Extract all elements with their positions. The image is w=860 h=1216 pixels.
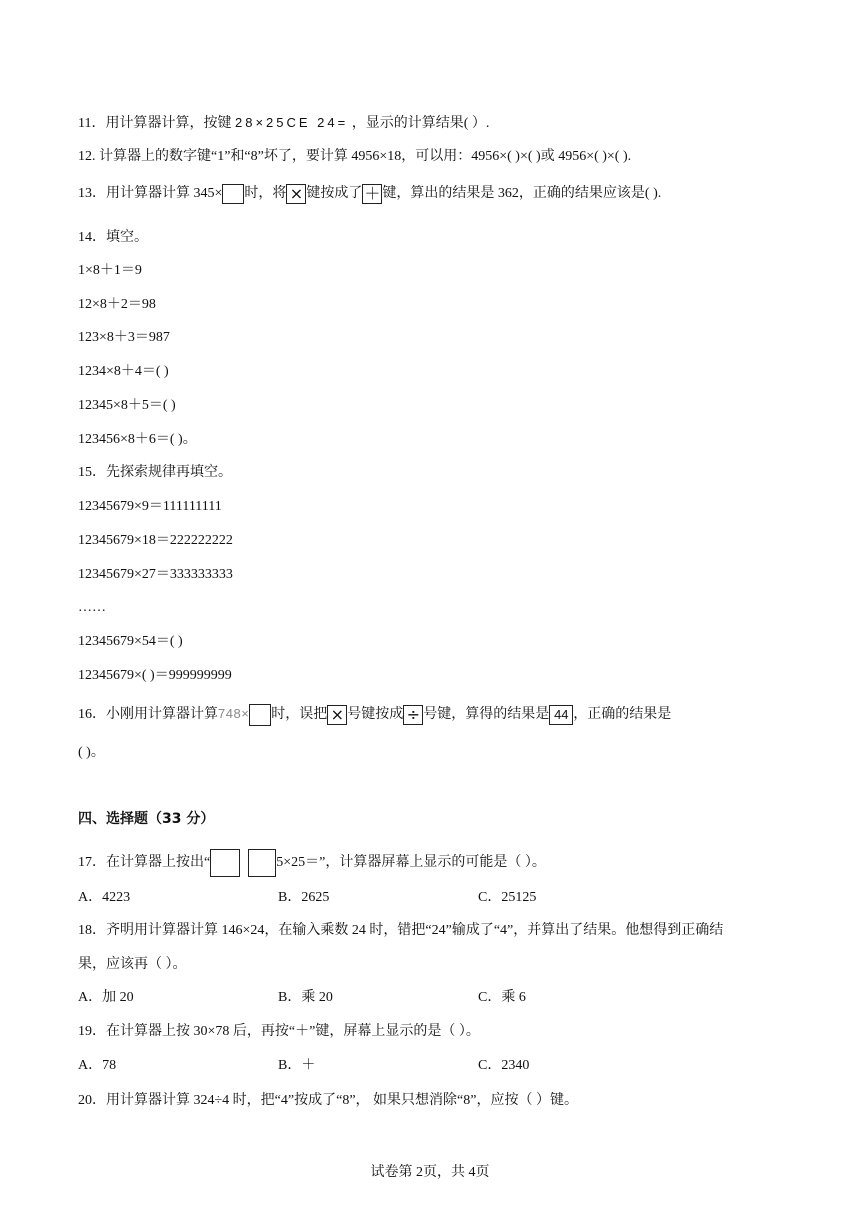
q16-text-b: 时，误把	[271, 707, 328, 723]
question-16	[78, 704, 671, 726]
q13-text-d: 键，算出的结果是 362，正确的结果应该是( ).	[382, 186, 662, 202]
q11-suffix: ，显示的计算结果( ）.	[351, 116, 490, 131]
q15-line: ……	[78, 600, 106, 615]
divide-key-icon: ÷	[403, 705, 423, 725]
q16-text-a: 16．小刚用计算器计算	[78, 707, 218, 723]
option-c: C．乘 6	[478, 990, 526, 1005]
q15-line: 12345679×18＝222222222	[78, 533, 233, 548]
q17-text-b: 5×25＝”，计算器屏幕上显示的可能是（ ）。	[276, 855, 546, 871]
q15-line: 12345679×9＝111111111	[78, 499, 222, 514]
plus-key-icon: ＋	[364, 184, 381, 203]
question-14-title: 14．填空。	[78, 230, 148, 245]
option-b: B．乘 20	[278, 990, 333, 1005]
q16-text-d: 号键，算得的结果是	[423, 707, 550, 723]
option-b: B．＋	[278, 1058, 316, 1073]
blank-box	[248, 849, 276, 877]
result-display-icon: 44	[549, 705, 573, 725]
multiply-key-icon: ×	[286, 184, 306, 204]
q13-text-a: 13．用计算器计算 345×	[78, 186, 223, 202]
blank-box	[222, 184, 244, 204]
question-20: 20．用计算器计算 324÷4 时，把“4”按成了“8”， 如果只想消除“8”，应按（ ）键。	[78, 1093, 578, 1108]
question-17	[78, 849, 546, 877]
q15-line: 12345679×27＝333333333	[78, 567, 233, 582]
q17-text-a: 17．在计算器上按出“	[78, 855, 211, 871]
q14-line: 1234×8＋4＝( )	[78, 364, 169, 379]
q14-line: 123456×8＋6＝( )。	[78, 432, 197, 447]
question-12: 12. 计算器上的数字键“1”和“8”坏了，要计算 4956×18，可以用：4956×( )×( )或 4956×( )×( ).	[78, 149, 632, 164]
q14-line: 12345×8＋5＝( )	[78, 398, 176, 413]
q13-text-b: 时，将	[244, 186, 287, 202]
q14-line: 123×8＋3＝987	[78, 330, 170, 345]
q11-key-sequence: 28×25CE 24=	[234, 115, 349, 130]
question-18: 18．齐明用计算器计算 146×24，在输入乘数 24 时，错把“24”输成了“4”，并算出了结果。他想得到正确结	[78, 923, 724, 938]
q11-prefix: 11．用计算器计算，按键	[78, 116, 232, 131]
q18-line2: 果，应该再（ ）。	[78, 957, 187, 972]
question-11	[78, 114, 489, 133]
q16-answer-line: ( )。	[78, 745, 105, 760]
option-a: A．加 20	[78, 990, 134, 1005]
multiply-key-icon: ×	[327, 705, 347, 725]
question-19: 19．在计算器上按 30×78 后，再按“＋”键，屏幕上显示的是（ ）。	[78, 1024, 480, 1039]
question-13	[78, 184, 661, 204]
blank-box	[210, 849, 240, 877]
blank-box	[249, 704, 271, 726]
q13-text-c: 键按成了	[306, 186, 363, 202]
option-b: B．2625	[278, 890, 330, 905]
q15-line: 12345679×( )＝999999999	[78, 668, 232, 683]
question-15-title: 15．先探索规律再填空。	[78, 465, 232, 480]
page-footer: 试卷第 2页，共 4页	[370, 1165, 490, 1180]
q16-expression: 748×	[218, 706, 250, 722]
q16-text-c: 号键按成	[347, 707, 404, 723]
q16-text-e: ，正确的结果是	[573, 707, 672, 723]
option-a: A．78	[78, 1058, 117, 1073]
section-heading: 四、选择题（33 分）	[78, 811, 215, 827]
q14-line: 12×8＋2＝98	[78, 297, 156, 312]
q14-line: 1×8＋1＝9	[78, 263, 142, 278]
option-c: C．2340	[478, 1058, 530, 1073]
option-c: C．25125	[478, 890, 537, 905]
q15-line: 12345679×54＝( )	[78, 634, 183, 649]
option-a: A．4223	[78, 890, 131, 905]
